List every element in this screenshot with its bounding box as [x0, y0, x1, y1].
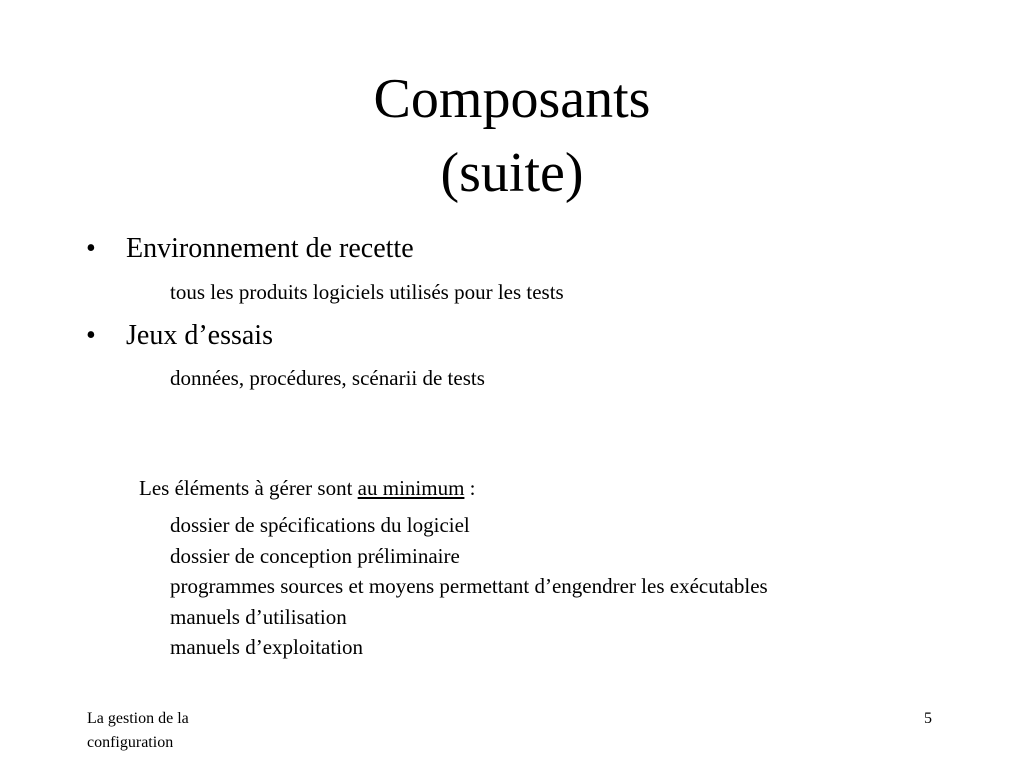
list-item: dossier de conception préliminaire: [170, 543, 460, 568]
footer-presentation-title: [87, 707, 267, 755]
list-item: programmes sources et moyens permettant d’engendrer les exécutables: [170, 574, 768, 599]
elements-intro-text: Les éléments à gérer sont: [139, 476, 358, 500]
elements-intro: [139, 474, 476, 502]
slide-page-number: 5: [924, 710, 932, 727]
bullet-label: Jeux d’essais: [126, 320, 273, 351]
list-item: dossier de spécifications du logiciel: [170, 513, 470, 537]
bullet-label: Environnement de recette: [126, 233, 414, 264]
elements-list: [170, 510, 768, 663]
bullet-detail-jeux-d-essais: données, procédures, scénarii de tests: [170, 366, 485, 390]
slide-title-line-1: Composants: [373, 68, 651, 130]
list-item: manuels d’exploitation: [170, 635, 364, 660]
footer-title-line-1: La gestion de la: [87, 710, 189, 727]
bullet-jeux-d-essais: [86, 319, 273, 353]
elements-intro-suffix: :: [464, 476, 476, 500]
bullet-environnement-de-recette: [86, 232, 414, 266]
footer-title-line-2: configuration: [87, 734, 174, 751]
bullet-detail-environnement: tous les produits logiciels utilisés pour les tests: [170, 280, 564, 304]
slide-title-line-2: (suite): [440, 142, 584, 204]
bullet-marker: •: [86, 320, 96, 351]
bullet-marker: •: [86, 233, 96, 264]
slide-title: [0, 62, 1024, 210]
elements-emphasis: au minimum: [357, 476, 465, 500]
list-item: manuels d’utilisation: [170, 604, 347, 629]
